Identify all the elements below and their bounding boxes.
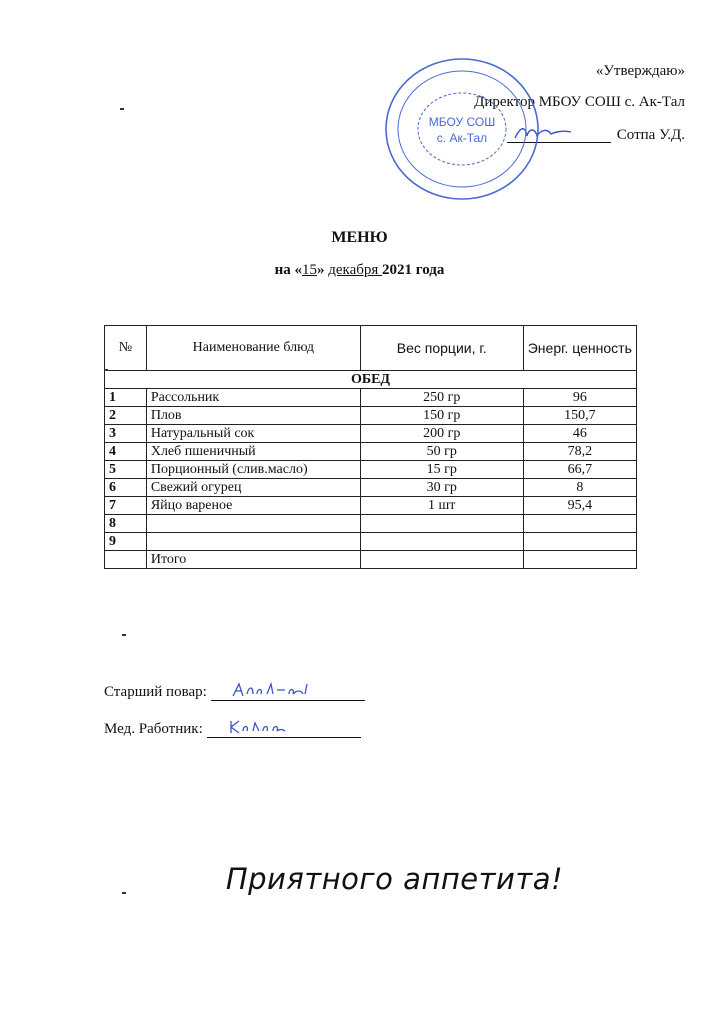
table-header-row xyxy=(105,326,637,371)
row-number: 1 xyxy=(105,389,147,407)
table-row xyxy=(105,533,637,551)
row-weight: 150 гр xyxy=(360,407,523,425)
cook-signature-line xyxy=(211,684,365,701)
row-weight: 250 гр xyxy=(360,389,523,407)
section-row xyxy=(105,371,637,389)
document-date: на «15» декабря 2021 года xyxy=(274,262,445,278)
director-name: Сотпа У.Д. xyxy=(616,127,685,143)
header-name: Наименование блюд xyxy=(146,326,360,371)
row-energy: 95,4 xyxy=(523,497,636,515)
row-weight xyxy=(360,533,523,551)
row-dish-name: Плов xyxy=(146,407,360,425)
total-label: Итого xyxy=(146,551,360,569)
med-signature xyxy=(104,721,361,738)
row-dish-name: Порционный (слив.масло) xyxy=(146,461,360,479)
row-energy: 8 xyxy=(523,479,636,497)
table-row xyxy=(105,389,637,407)
row-dish-name: Яйцо вареное xyxy=(146,497,360,515)
row-energy xyxy=(523,533,636,551)
row-dish-name xyxy=(146,515,360,533)
total-row xyxy=(105,551,637,569)
svg-text:с. Ак-Тал: с. Ак-Тал xyxy=(436,131,488,145)
row-weight: 50 гр xyxy=(360,443,523,461)
row-energy xyxy=(523,515,636,533)
table-row xyxy=(105,515,637,533)
row-energy: 46 xyxy=(523,425,636,443)
row-weight: 15 гр xyxy=(360,461,523,479)
table-row xyxy=(105,407,637,425)
med-signature-line xyxy=(207,721,361,738)
header-num: № xyxy=(105,326,147,371)
row-weight xyxy=(360,515,523,533)
med-label: Мед. Работник: xyxy=(104,721,203,737)
med-handwritten-signature xyxy=(227,717,287,737)
row-weight: 200 гр xyxy=(360,425,523,443)
row-dish-name: Хлеб пшеничный xyxy=(146,443,360,461)
header-weight: Вес порции, г. xyxy=(360,326,523,371)
header-energy: Энерг. ценность xyxy=(523,326,636,371)
table-row xyxy=(105,443,637,461)
row-number: 2 xyxy=(105,407,147,425)
scan-speck xyxy=(122,634,126,636)
row-number: 3 xyxy=(105,425,147,443)
table-row xyxy=(105,497,637,515)
row-dish-name xyxy=(146,533,360,551)
svg-text:МБОУ СОШ: МБОУ СОШ xyxy=(428,115,496,129)
row-energy: 150,7 xyxy=(523,407,636,425)
row-energy: 66,7 xyxy=(523,461,636,479)
total-cell xyxy=(523,551,636,569)
scan-speck xyxy=(120,108,124,110)
school-stamp xyxy=(382,56,542,202)
cook-label: Старший повар: xyxy=(104,684,207,700)
total-cell xyxy=(360,551,523,569)
row-dish-name: Рассольник xyxy=(146,389,360,407)
row-dish-name: Свежий огурец xyxy=(146,479,360,497)
total-cell xyxy=(105,551,147,569)
row-number: 5 xyxy=(105,461,147,479)
row-energy: 78,2 xyxy=(523,443,636,461)
table-row xyxy=(105,425,637,443)
section-label: ОБЕД xyxy=(105,371,637,389)
cook-handwritten-signature xyxy=(231,680,311,700)
row-weight: 30 гр xyxy=(360,479,523,497)
approval-position: Директор МБОУ СОШ с. Ак-Тал xyxy=(474,94,685,110)
row-number: 4 xyxy=(105,443,147,461)
document-title: МЕНЮ xyxy=(331,229,388,246)
row-number: 6 xyxy=(105,479,147,497)
closing-message: Приятного аппетита! xyxy=(225,862,564,896)
table-row xyxy=(105,479,637,497)
row-number: 9 xyxy=(105,533,147,551)
cook-signature xyxy=(104,684,365,701)
row-number: 7 xyxy=(105,497,147,515)
row-weight: 1 шт xyxy=(360,497,523,515)
approval-title: «Утверждаю» xyxy=(595,63,685,79)
row-energy: 96 xyxy=(523,389,636,407)
menu-table xyxy=(104,325,637,569)
row-number: 8 xyxy=(105,515,147,533)
table-row xyxy=(105,461,637,479)
scan-speck xyxy=(104,369,108,371)
row-dish-name: Натуральный сок xyxy=(146,425,360,443)
